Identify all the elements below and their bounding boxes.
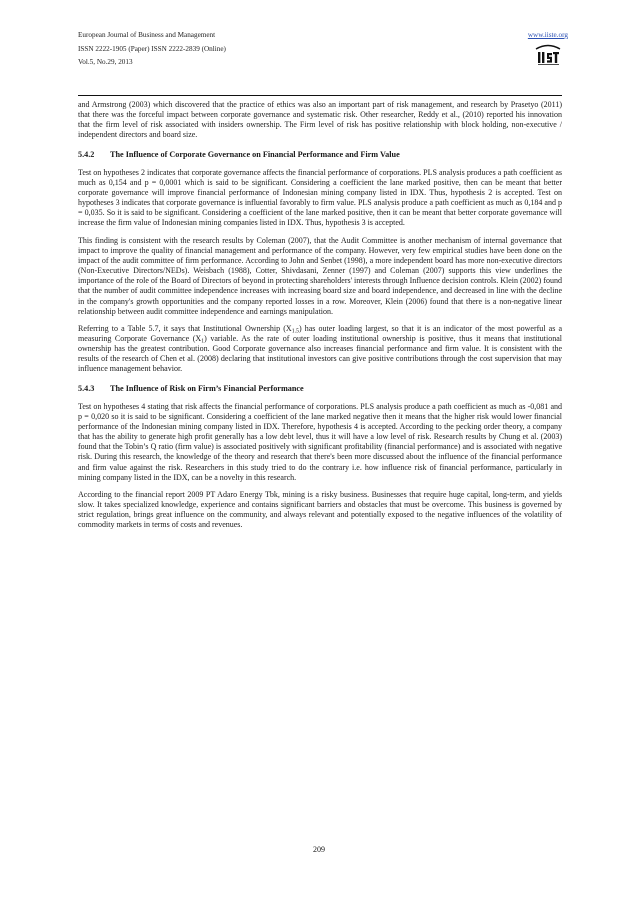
section-heading-5-4-3: [78, 383, 562, 394]
article-body: [78, 100, 562, 530]
paragraph-2: Test on hypotheses 2 indicates that corporate governance affects the financial performance of corporations. PLS analysis produces a path coefficient as much as 0,154 and p = 0,0001 which is said to be significant. Considering a coefficient the lane marked positive, then can be meant that better corporate governance will improve financial performance of Indonesian mining company listed in IDX. Thus, hypothesis 2 is accepted. Test on hypotheses 3 indicates that corporate governance is influential favorably to firm value. PLS analysis produce a path coefficient as much as 0,184 and p = 0,035. So it is said to be significant. Considering a coefficient of the lane marked positive, then it can be meant that better corporate governance will increase the firm value of Indonesian mining companies listed in IDX. Thus, hypothesis 3 is accepted.: [78, 167, 562, 228]
paragraph-3: This finding is consistent with the research results by Coleman (2007), that the Audit Committee is another mechanism of internal governance that impact to improve the quality of financial management and performance of the company. However, very few empirical studies have been done on the impact of the audit committee of firm performance. According to John and Senbet (1998), a more independent board has more non-executive directors (Non-Executive Directors/NEDs). Weisbach (1988), Cotter, Shivdasani, Zenner (1997) and Coleman (2007) supports this view underlines the importance of the role of the Board of Directors of beyond in protecting shareholders' interests through Influence decision controls. Klein (2002) found that the number of audit committee independence increases with increasing board size and board independence, and decreased in line with the decline in the company's growth opportunities and the company reported losses in a row. Moreover, Klein (2006) found that there is a non-negative linear relationship between audit committee independence and earnings manipulation.: [78, 235, 562, 316]
paragraph-4-part-a: Referring to a Table 5.7, it says that Institutional Ownership (X: [78, 323, 292, 333]
section-number: 5.4.3: [78, 383, 95, 393]
journal-volume: Vol.5, No.29, 2013: [78, 58, 133, 66]
journal-name: European Journal of Business and Management: [78, 31, 216, 39]
paragraph-4-part-b: ) has outer loading largest, so that it is an indicator of the most powerful as a measuring Corporate Governance (X: [78, 323, 562, 343]
iiste-logo-icon: [534, 42, 562, 66]
section-heading-5-4-2: [78, 149, 562, 160]
section-number: 5.4.2: [78, 149, 95, 159]
subscript-1-5: 1.5: [291, 328, 299, 335]
paragraph-1: and Armstrong (2003) which discovered that the practice of ethics was also an important part of risk management, and research by Prasetyo (2011) that there was the forceful impact between corporate governance and systematic risk. Other researcher, Reddy et al., (2010) reported his innovation that the firm level of risk associated with insiders ownership. The Firm level of risk has positive relationship with block holding, non-executive / independent directors and board size.: [78, 100, 562, 140]
paragraph-6: According to the financial report 2009 PT Adaro Energy Tbk, mining is a risky business. Businesses that require huge capital, long-term, and yields slow. It takes specialized knowledge, experience and contains significant barriers and obstacles that must be overcome. This business is governed by strict regulation, brings great influence on the community, and always relevant and potentially exposed to the negative influences of the volatility of commodity markets in terms of costs and revenues.: [78, 489, 562, 530]
subscript-1: 1: [201, 338, 205, 345]
page-number: 209: [313, 845, 325, 854]
header-rule: [78, 95, 562, 96]
journal-url-link[interactable]: www.iiste.org: [527, 31, 568, 39]
paragraph-5: Test on hypotheses 4 stating that risk affects the financial performance of corporations. PLS analysis produce a path coefficient as much as -0,081 and p = 0,020 so it is said to be significant. Considering a coefficient of the lane marked negative then it means that the higher risk would lower financial performance of the Indonesian mining company listed in IDX. Therefore, hypothesis 4 is accepted. According to the pecking order theory, a company that has the ability to generate high profit generally has a low debt level, thus it will have a low level of risk. Research results by Chung et al. (2003) found that the Tobin’s Q ratio (firm value) is associated positively with significant profitability (financial performance) and is associated with negative risk. During this research, the knowledge of the theory and research that there's been more discussed about the influence of the financial performance and firm value against the risk. Researchers in this study tried to do the contrary i.e. how influence risk of financial performance, particularly in mining company listed in the IDX, can be a novelty in this research.: [78, 401, 562, 482]
paragraph-4: [78, 324, 562, 375]
journal-issn: ISSN 2222-1905 (Paper) ISSN 2222-2839 (Online): [78, 45, 226, 53]
section-title: The Influence of Risk on Firm’s Financial Performance: [110, 383, 304, 393]
section-title: The Influence of Corporate Governance on Financial Performance and Firm Value: [110, 149, 400, 159]
paragraph-4-part-c: ) variable. As the rate of outer loading institutional ownership is positive, thus it means that institutional ownership has the greatest contribution. Good Corporate governance also increases financial performance and firm value. It is consistent with the results of the research of Chen et al. (2008) declaring that institutional investors can give positive contributions through the cost supervision that may influence management behavior.: [78, 333, 562, 374]
